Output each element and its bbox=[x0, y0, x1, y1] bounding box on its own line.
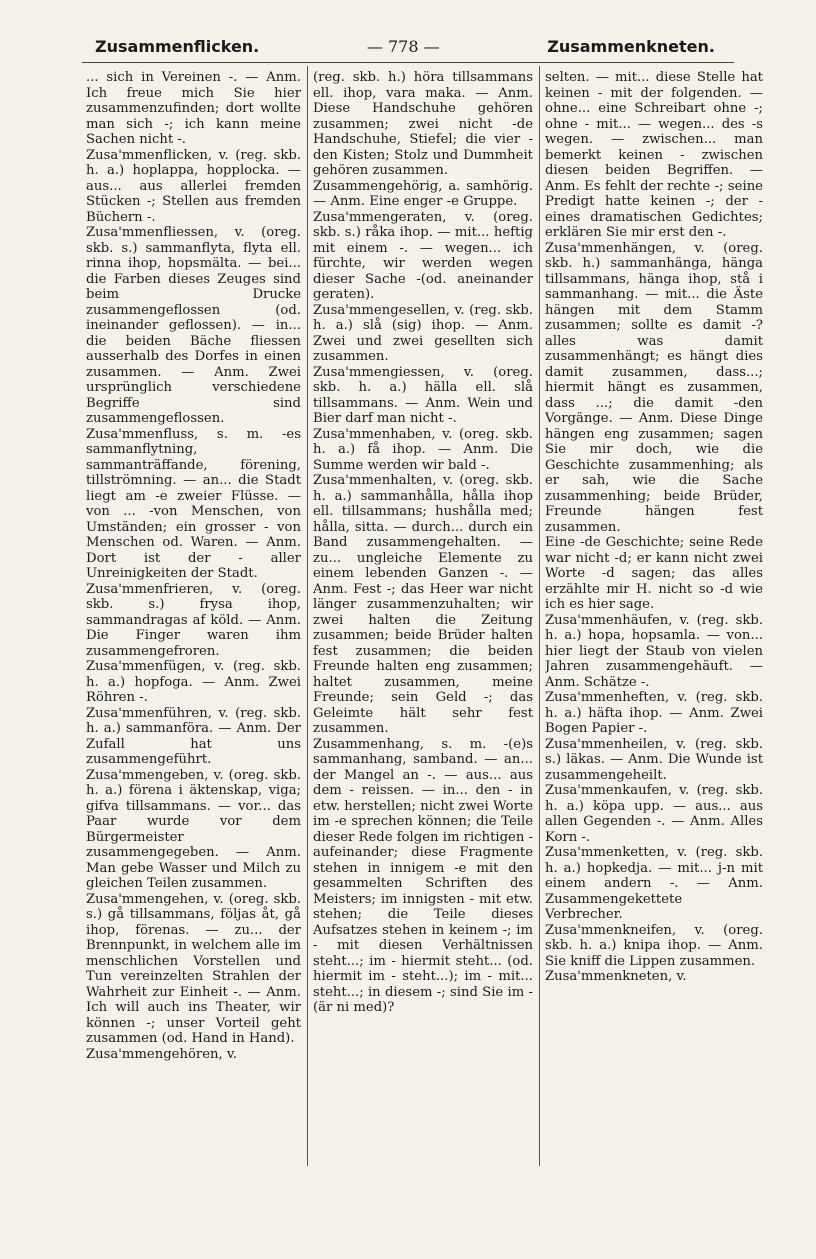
header-right-word: Zusammenkneten. bbox=[547, 36, 715, 56]
column-divider bbox=[307, 66, 308, 1166]
page-number: — 778 — bbox=[366, 36, 440, 56]
running-header bbox=[95, 34, 715, 58]
header-left-word: Zusammenflicken. bbox=[95, 36, 260, 56]
text-column-1: ... sich in Vereinen -. — Anm. Ich freue mich Sie hier zusammenzufinden; dort wollte man sich -; ich kann meine Sachen nicht -. Zusa'mmenflicken, v. (reg. skb. h. a.) hoplappa, hopplocka. — aus... aus allerlei fremden Stücken -; Stellen aus fremden Büchern -. Zusa'mmenfliessen, v. (oreg. skb. s.) sammanflyta, flyta ell. rinna ihop, hopsmälta. — bei... die Farben dieses Zeuges sind beim Drucke zusammengeflossen (od. ineinander geflossen). — in... die beiden Bäche fliessen ausserhalb des Dorfes in einen zusammen. — Anm. Zwei ursprünglich verschiedene Begriffe sind zusammengeflossen. Zusa'mmenfluss, s. m. -es sammanflytning, sammanträffande, förening, tillströmning. — an... die Stadt liegt am -e zweier Flüsse. — von ... -von Menschen, von Umständen; ein grosser - von Menschen od. Waren. — Anm. Dort ist der - aller Unreinigkeiten der Stadt. Zusa'mmenfrieren, v. (oreg. skb. s.) frysa ihop, sammandragas af köld. — Anm. Die Finger waren ihm zusammengefroren. Zusa'mmenfügen, v. (reg. skb. h. a.) hopfoga. — Anm. Zwei Röhren -. Zusa'mmenführen, v. (reg. skb. h. a.) sammanföra. — Anm. Der Zufall hat uns zusammengeführt. Zusa'mmengeben, v. (oreg. skb. h. a.) förena i äktenskap, viga; gifva tillsammans. — vor... das Paar wurde vor dem Bürgermeister zusammengegeben. — Anm. Man gebe Wasser und Milch zu gleichen Teilen zusammen. Zusa'mmengehen, v. (oreg. skb. s.) gå tillsammans, följas åt, gå ihop, förenas. — zu... der Brennpunkt, in welchem alle im menschlichen Vorstellen und Tun vereinzelten Strahlen der Wahrheit zur Einheit -. — Anm. Ich will auch ins Theater, wir können -; unser Vorteil geht zusammen (od. Hand in Hand). Zusa'mmengehören, v. bbox=[86, 70, 301, 1062]
text-column-3: selten. — mit... diese Stelle hat keinen - mit der folgenden. — ohne... eine Schreibart ohne -; ohne - mit... — wegen... des -s wegen. — zwischen... man bemerkt keinen - zwischen diesen beiden Begriffen. — Anm. Es fehlt der rechte -; seine Predigt hatte keinen -; der - eines dramatischen Gedichtes; erklären Sie mir erst den -. Zusa'mmenhängen, v. (oreg. skb. h.) sammanhänga, hänga tillsammans, hänga ihop, stå i sammanhang. — mit... die Äste hängen mit dem Stamm zusammen; sollte es damit -? alles was damit zusammenhängt; es hängt dies damit zusammen, dass...; hiermit hängt es zusammen, dass ...; die damit -den Vorgänge. — Anm. Diese Dinge hängen eng zusammen; sagen Sie mir doch, wie die Geschichte zusammenhing; als er sah, wie die Sache zusammenhing; beide Brüder, Freunde hängen fest zusammen. Eine -de Geschichte; seine Rede war nicht -d; er kann nicht zwei Worte -d sagen; das alles erzählte mir H. nicht so -d wie ich es hier sage. Zusa'mmenhäufen, v. (reg. skb. h. a.) hopa, hopsamla. — von... hier liegt der Staub von vielen Jahren zusammengehäuft. — Anm. Schätze -. Zusa'mmenheften, v. (reg. skb. h. a.) häfta ihop. — Anm. Zwei Bogen Papier -. Zusa'mmenheilen, v. (reg. skb. s.) läkas. — Anm. Die Wunde ist zusammengeheilt. Zusa'mmenkaufen, v. (reg. skb. h. a.) köpa upp. — aus... aus allen Gegenden -. — Anm. Alles Korn -. Zusa'mmenketten, v. (reg. skb. h. a.) hopkedja. — mit... j-n mit einem andern -. — Anm. Zusammengekettete Verbrecher. Zusa'mmenkneifen, v. (oreg. skb. h. a.) knipa ihop. — Anm. Sie kniff die Lippen zusammen. Zusa'mmenkneten, v. bbox=[545, 70, 763, 984]
column-divider bbox=[539, 66, 540, 1166]
text-column-2: (reg. skb. h.) höra tillsammans ell. ihop, vara maka. — Anm. Diese Handschuhe gehören zusammen; zwei nicht -de Handschuhe, Stiefel; die vier -den Kisten; Stolz und Dummheit gehören zusammen. Zusammengehörig, a. samhörig. — Anm. Eine enger -e Gruppe. Zusa'mmengeraten, v. (oreg. skb. s.) råka ihop. — mit... heftig mit einem -. — wegen... ich fürchte, wir werden wegen dieser Sache -(od. aneinander geraten). Zusa'mmengesellen, v. (reg. skb. h. a.) slå (sig) ihop. — Anm. Zwei und zwei gesellten sich zusammen. Zusa'mmengiessen, v. (oreg. skb. h. a.) hälla ell. slå tillsammans. — Anm. Wein und Bier darf man nicht -. Zusa'mmenhaben, v. (oreg. skb. h. a.) få ihop. — Anm. Die Summe werden wir bald -. Zusa'mmenhalten, v. (oreg. skb. h. a.) sammanhålla, hålla ihop ell. tillsammans; hushålla med; hålla, sitta. — durch... durch ein Band zusammengehalten. — zu... ungleiche Elemente zu einem lebenden Ganzen -. — Anm. Fest -; das Heer war nicht länger zusammenzuhalten; wir zwei halten die Zeitung zusammen; beide Brüder halten fest zusammen; die beiden Freunde halten eng zusammen; haltet zusammen, meine Freunde; sein Geld -; das Geleimte hält sehr fest zusammen. Zusammenhang, s. m. -(e)s sammanhang, samband. — an... der Mangel an -. — aus... aus dem - reissen. — in... den - in etw. herstellen; nicht zwei Worte im -e sprechen können; die Teile dieser Rede folgen im richtigen -aufeinander; diese Fragmente stehen in innigem -e mit den gesammelten Schriften des Meisters; im innigsten - mit etw. stehen; die Teile dieses Aufsatzes stehen in keinem -; im - mit diesen Verhältnissen steht...; im - hiermit steht... (od. hiermit im - steht...); im - mit... steht...; in diesem -; sind Sie im - (är ni med)? bbox=[313, 70, 533, 1015]
header-rule bbox=[82, 62, 734, 63]
